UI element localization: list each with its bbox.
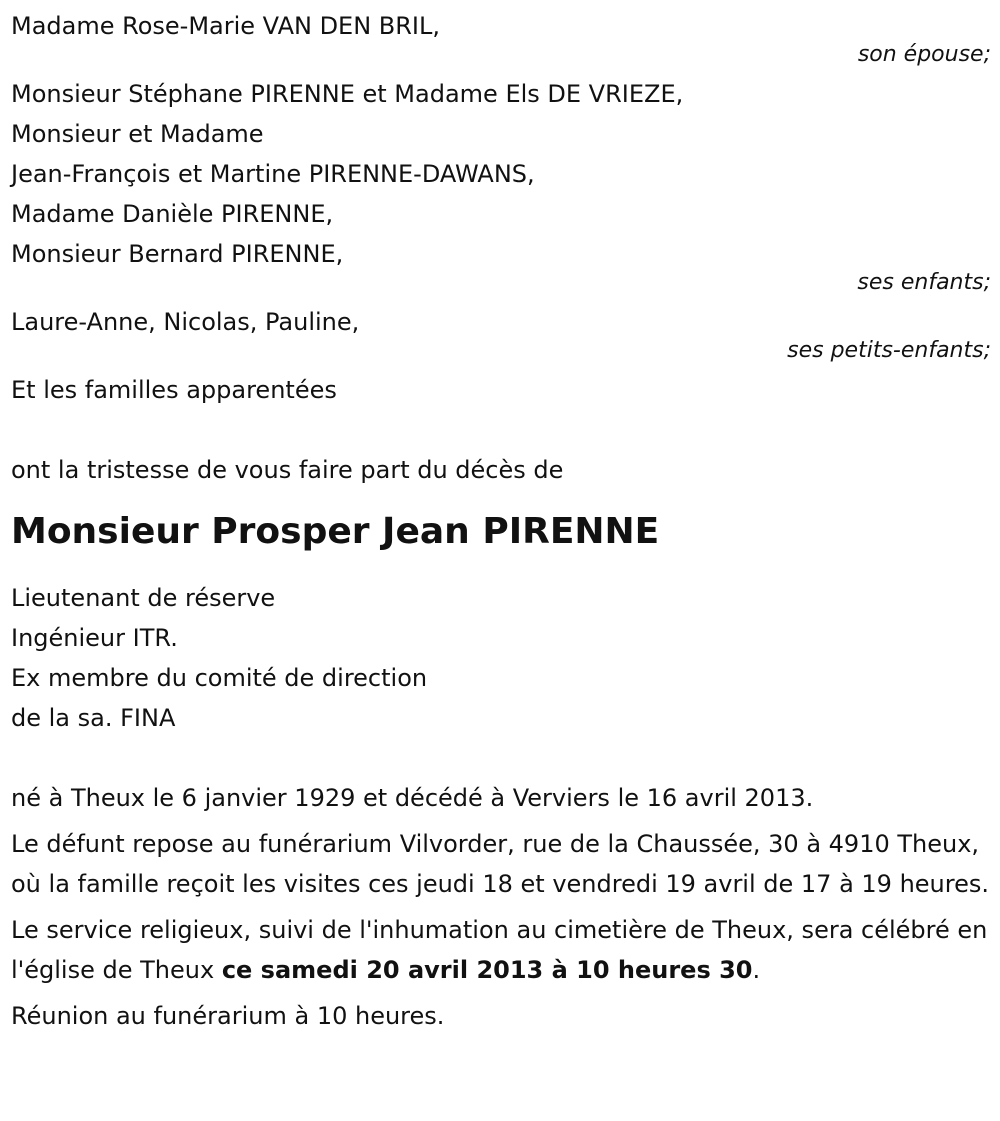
spouse-name: Madame Rose-Marie VAN DEN BRIL, <box>11 12 441 40</box>
title-line: Ingénieur ITR. <box>11 624 178 652</box>
child-line: Jean-François et Martine PIRENNE-DAWANS, <box>11 160 535 188</box>
service-paragraph <box>11 910 991 990</box>
families-line: Et les familles apparentées <box>11 376 337 404</box>
deceased-name: Monsieur Prosper Jean PIRENNE <box>11 511 660 552</box>
grandchildren-names: Laure-Anne, Nicolas, Pauline, <box>11 308 360 336</box>
title-line: Ex membre du comité de direction <box>11 664 428 692</box>
announcement-line: ont la tristesse de vous faire part du décès de <box>11 456 564 484</box>
service-date: ce samedi 20 avril 2013 à 10 heures 30 <box>221 956 753 984</box>
child-line: Monsieur Stéphane PIRENNE et Madame Els DE VRIEZE, <box>11 80 684 108</box>
title-line: de la sa. FINA <box>11 704 176 732</box>
title-line: Lieutenant de réserve <box>11 584 276 612</box>
service-end: . <box>752 956 761 984</box>
obituary-notice <box>11 0 991 1042</box>
service-text: Le service religieux, suivi de l'inhumation au cimetière de Theux, sera célébré en l'église de Theux <box>11 916 988 984</box>
grandchildren-role: ses petits-enfants; <box>787 338 991 363</box>
child-line: Monsieur et Madame <box>11 120 264 148</box>
birth-death-paragraph: né à Theux le 6 janvier 1929 et décédé à Verviers le 16 avril 2013. <box>11 784 814 812</box>
meeting-paragraph: Réunion au funérarium à 10 heures. <box>11 1002 445 1030</box>
viewing-paragraph: Le défunt repose au funérarium Vilvorder, rue de la Chaussée, 30 à 4910 Theux, où la famille reçoit les visites ces jeudi 18 et vendredi 19 avril de 17 à 19 heures. <box>11 830 989 898</box>
child-line: Madame Danièle PIRENNE, <box>11 200 334 228</box>
children-role: ses enfants; <box>857 270 991 295</box>
child-line: Monsieur Bernard PIRENNE, <box>11 240 344 268</box>
spouse-role: son épouse; <box>857 42 991 67</box>
